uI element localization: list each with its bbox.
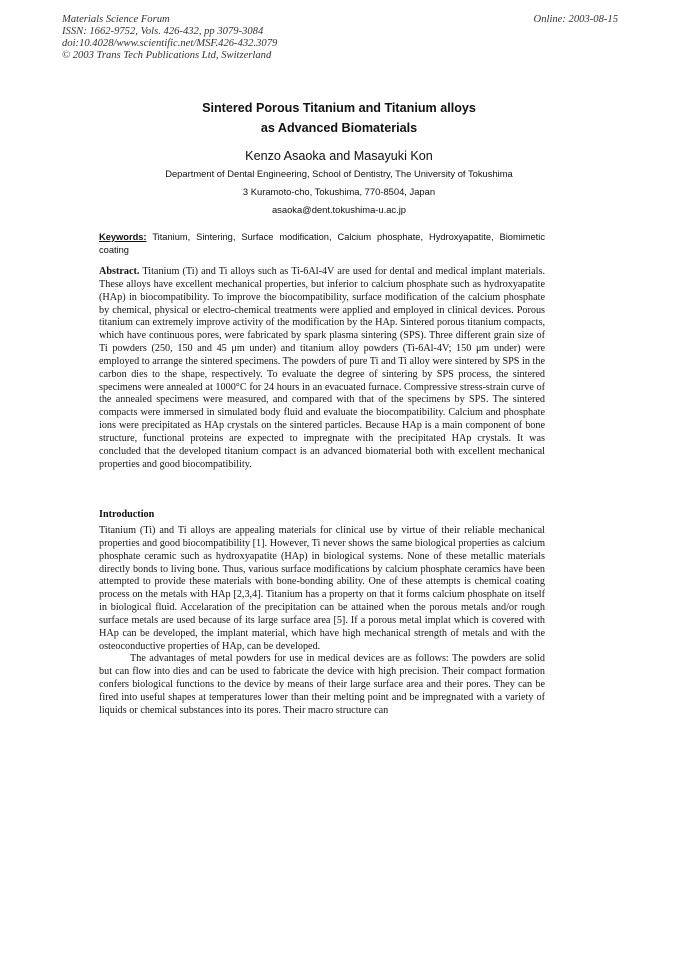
- journal-name: Materials Science Forum: [62, 14, 170, 25]
- doi-line: doi:10.4028/www.scientific.net/MSF.426-432.3079: [62, 38, 278, 49]
- issn-line: ISSN: 1662-9752, Vols. 426-432, pp 3079-3084: [62, 26, 264, 37]
- paper-title-line-2: as Advanced Biomaterials: [260, 121, 418, 135]
- abstract-text: Titanium (Ti) and Ti alloys such as Ti-6Al-4V are used for dental and medical implant materials. These alloys have excellent mechanical properties, but inferior to calcium phosphate such as hydroxyapatite (HAp) in biocompatibility. To improve the biocompatibility, surface modification of the calcium phosphate by chemical, physical or electro-chemical treatments were applied and employed in clinical devices. Porous titanium can extremely improve activity of the modification by the HAp. Sintered porous titanium compacts, which have continuous pores, were fabricated by spark plasma sintering (SPS). Three different grain size of Ti powders (250, 150 and 45 μm under) and titanium alloy powders (Ti-6Al-4V; 150 μm under) were employed to arrange the sintered specimens. The powders of pure Ti and Ti alloy were sintered by SPS in the carbon dies to the shape, respectively. To evaluate the degree of sintering by SPS process, the sintered specimens were annealed at 1000°C for 24 hours in an evacuated furnace. Compressive stress-strain curve of the annealed specimens were measured, and compared with that of the specimens by SPS. The sintered compacts were immersed in simulated body fluid and evaluate the biocompatibility. Calcium and phosphate ions were precipitated as HAp crystals on the sintered particles. Because HAp is a main component of bone structure, functional proteins are expected to impregnate with the precipitated HAp crystals. It was concluded that the developed titanium compact is an advanced biomaterial both with excellent mechanical properties and good biocompatibility.: [99, 266, 545, 470]
- keywords-block: [99, 231, 545, 256]
- abstract-label: Abstract.: [99, 266, 140, 277]
- author-affiliation: Department of Dental Engineering, School of Dentistry, The University of Tokushima: [165, 168, 513, 179]
- copyright-line: © 2003 Trans Tech Publications Ltd, Switzerland: [62, 50, 272, 61]
- keywords-label: Keywords:: [99, 232, 147, 242]
- introduction-body: [99, 525, 545, 718]
- publication-header: [62, 14, 618, 62]
- intro-paragraph-2: The advantages of metal powders for use in medical devices are as follows: The powders are solid but can flow into dies and can be used to fabricate the device with high precision. Their compact formation confers biological functions to the device by means of their large surface area and their pores. They can be fired into useful shapes at temperatures lower than their melting point and be impregnated with a variety of liquids or chemical substances into its pores. Their macro structure can: [99, 653, 545, 716]
- keywords-text: Titanium, Sintering, Surface modification, Calcium phosphate, Hydroxyapatite, Biomimetic coating: [99, 232, 545, 255]
- author-email: asaoka@dent.tokushima-u.ac.jp: [271, 204, 407, 215]
- author-address: 3 Kuramoto-cho, Tokushima, 770-8504, Japan: [242, 186, 436, 197]
- intro-paragraph-1: Titanium (Ti) and Ti alloys are appealing materials for clinical use by virtue of their reliable mechanical properties and good biocompatibility [1]. However, Ti never shows the same biological properties as calcium phosphate ceramic such as hydroxyapatite (HAp) in biological systems. None of these metallic materials directly bonds to living bone. Thus, various surface modifications by calcium phosphate ceramics have been attempted to provide these materials with bone-bonding ability. One of these attempts is chemical coating process on the metals with HAp [2,3,4]. Titanium has a property on that it forms calcium phosphate on itself in biological fluid. Accelaration of the precipitation can be attained when the porous metals and/or rough surface metals are used because of its large surface area [5]. If a porous metal implat which is covered with HAp can be developed, the implant material, which have high mechanical strength of metals and with the osteoconductive properties of HAp, can be developed.: [99, 525, 545, 652]
- abstract-block: [99, 266, 545, 472]
- paper-title-line-1: Sintered Porous Titanium and Titanium alloys: [202, 101, 476, 115]
- paper-authors: Kenzo Asaoka and Masayuki Kon: [245, 149, 433, 163]
- online-date: Online: 2003-08-15: [533, 14, 618, 25]
- introduction-heading: Introduction: [99, 509, 155, 520]
